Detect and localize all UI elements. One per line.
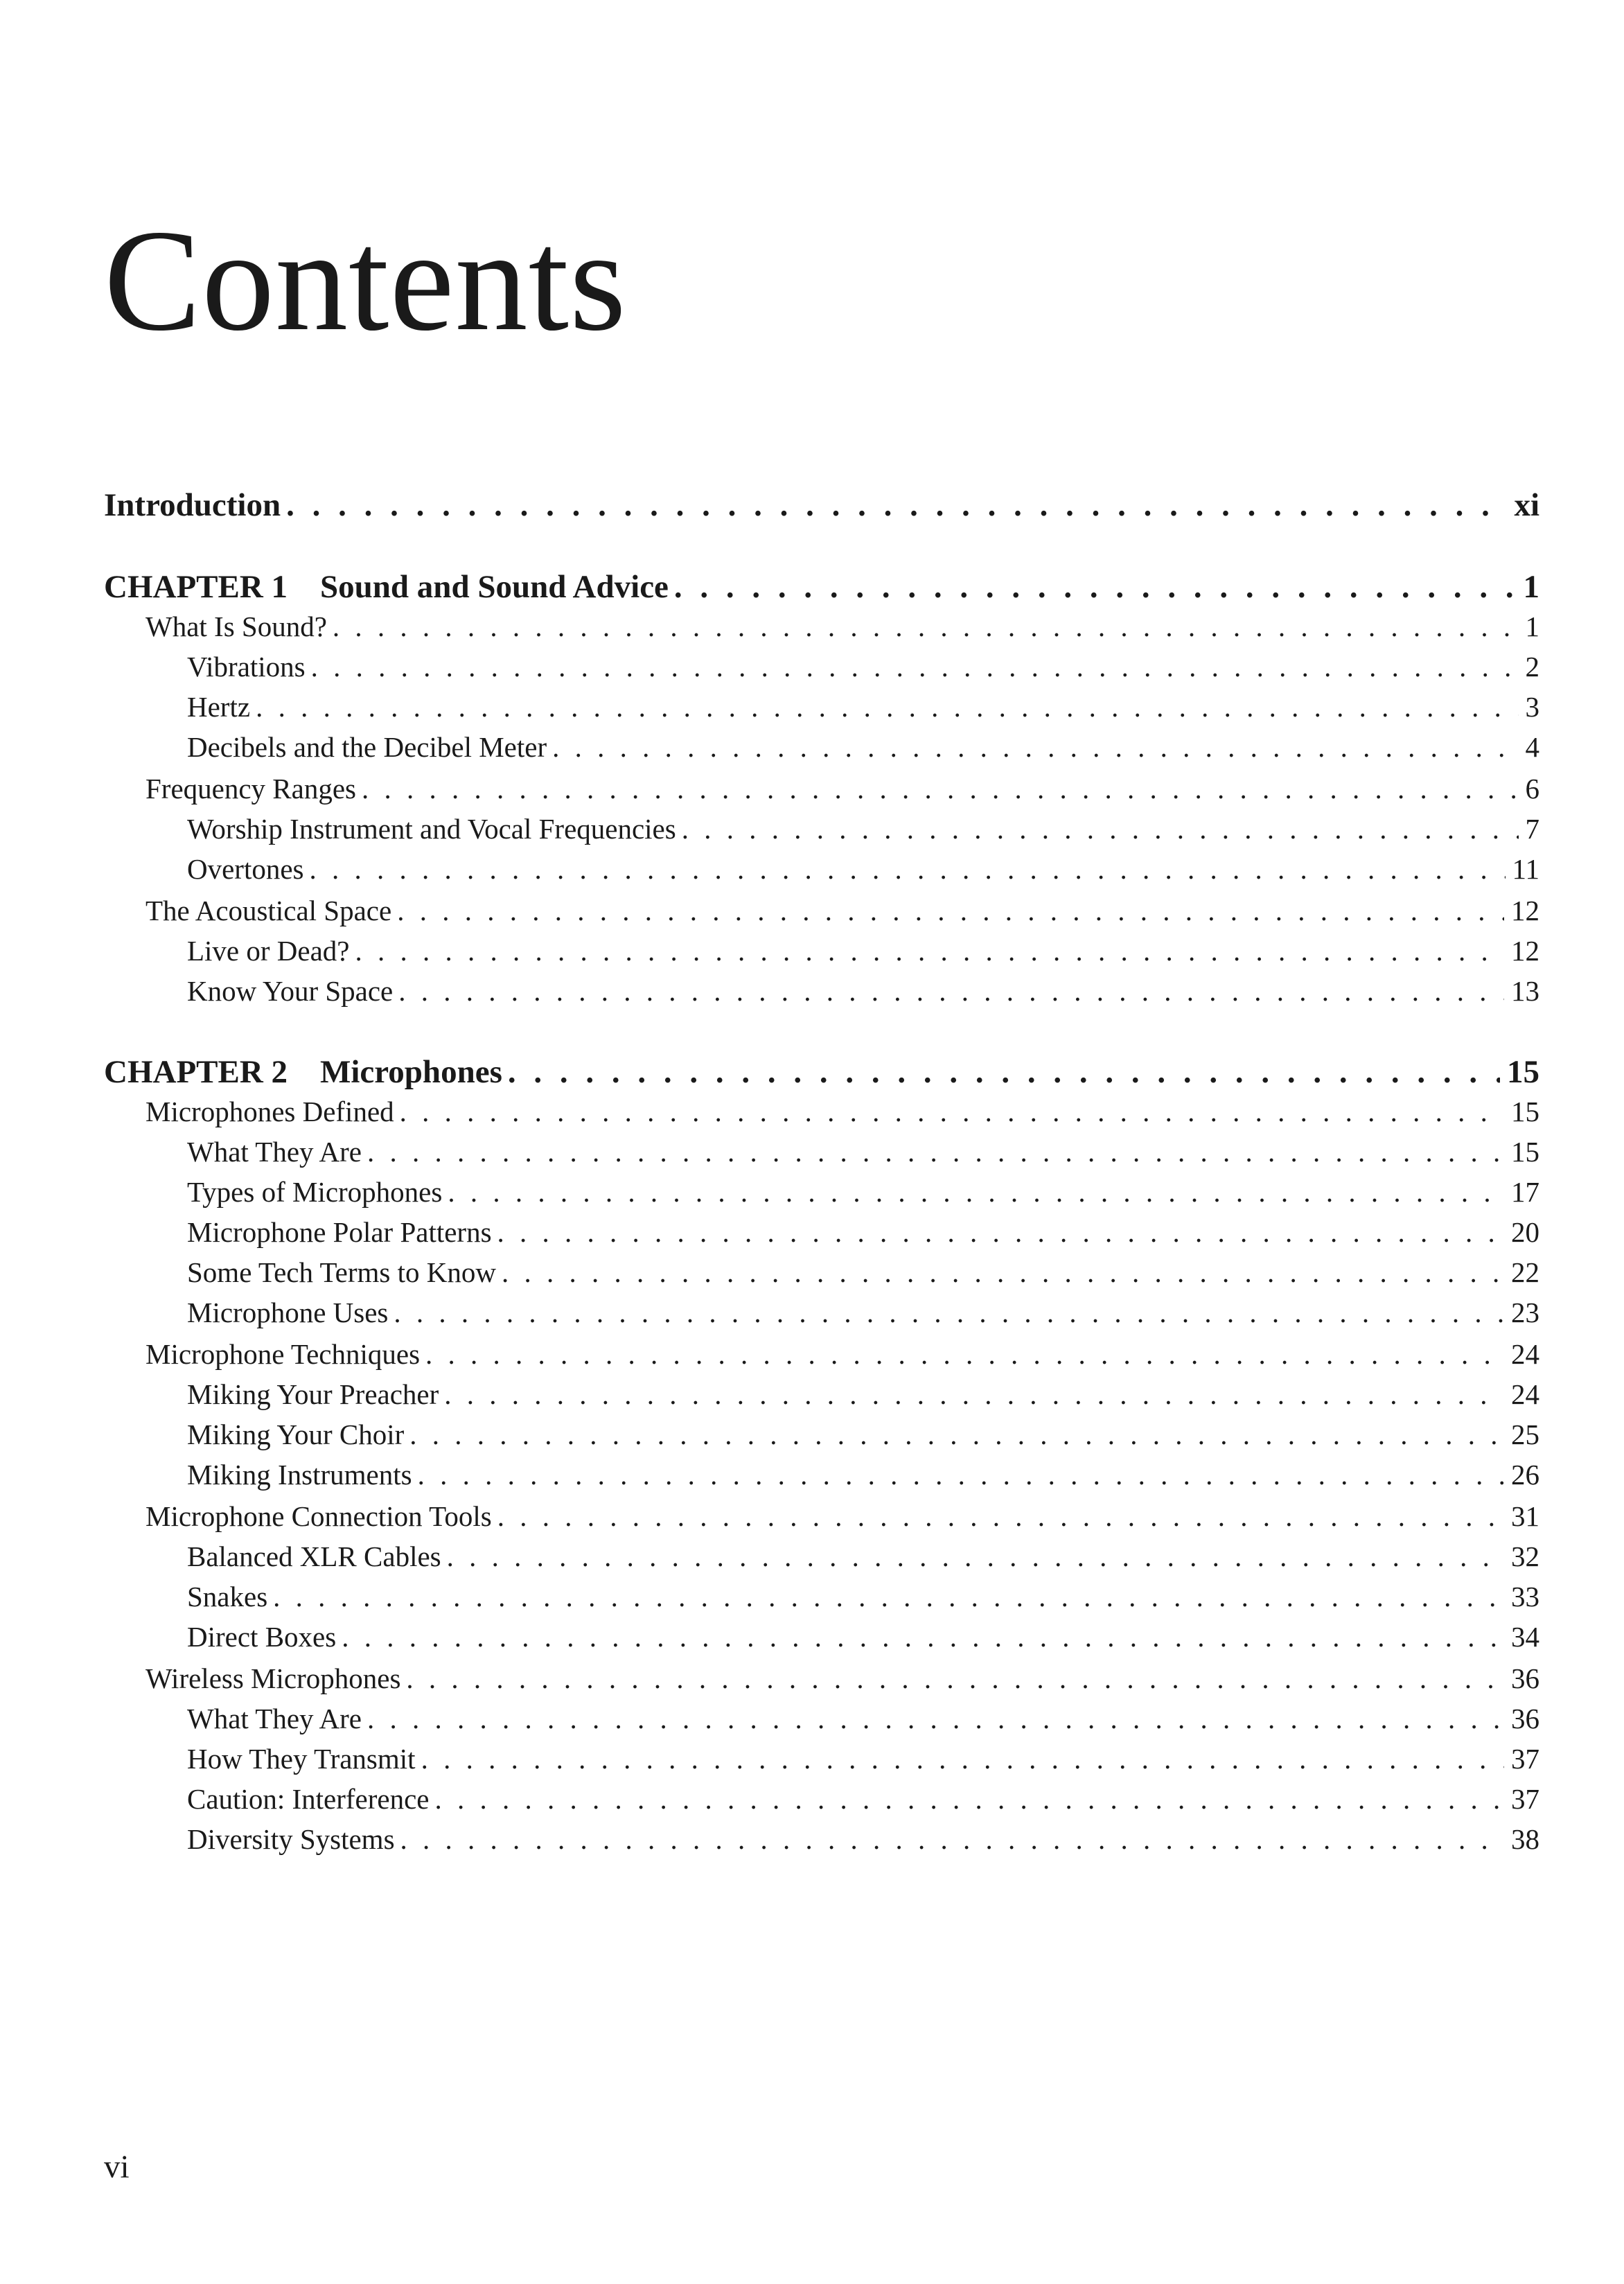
- toc-page-number: 3: [1525, 691, 1539, 723]
- toc-entry[interactable]: [104, 1538, 1539, 1574]
- toc-entry-title: The Acoustical Space: [145, 895, 392, 926]
- toc-entry-title: Caution: Interference: [187, 1783, 430, 1815]
- toc-entry-title: How They Transmit: [187, 1743, 416, 1775]
- toc-page-number: xi: [1514, 487, 1539, 523]
- dot-leader: [398, 973, 1504, 1009]
- toc-entry-title: What They Are: [187, 1136, 362, 1168]
- toc-entry-title: Worship Instrument and Vocal Frequencies: [187, 813, 676, 845]
- toc-entry-title: Wireless Microphones: [145, 1662, 401, 1694]
- toc-page-number: 24: [1511, 1338, 1539, 1370]
- toc-page-number: 24: [1511, 1378, 1539, 1410]
- dot-leader: [367, 1134, 1504, 1170]
- toc-page-number: 37: [1511, 1783, 1539, 1815]
- dot-leader: [508, 1052, 1500, 1092]
- toc-entry[interactable]: [104, 1254, 1539, 1290]
- toc-entry-title: Miking Instruments: [187, 1459, 412, 1491]
- toc-entry[interactable]: [104, 729, 1539, 765]
- toc-entry[interactable]: [104, 1376, 1539, 1412]
- toc-entry[interactable]: [104, 1134, 1539, 1170]
- toc-entry[interactable]: [104, 893, 1539, 929]
- toc-entry-title: Microphone Uses: [187, 1297, 389, 1328]
- toc-entry-label: [104, 1821, 395, 1857]
- toc-entry-label: [104, 1336, 420, 1372]
- toc-entry-label: [104, 1498, 492, 1534]
- toc-entry-label: [104, 1376, 439, 1412]
- dot-leader: [421, 1741, 1504, 1777]
- page-number: vi: [104, 2149, 130, 2185]
- dot-leader: [256, 689, 1518, 725]
- toc-entry-label: [104, 1660, 400, 1696]
- toc-entry-label: [104, 1093, 394, 1130]
- toc-page-number: 25: [1511, 1418, 1539, 1450]
- toc-entry-label: [104, 1134, 362, 1170]
- toc-entry-title: Vibrations: [187, 651, 306, 683]
- toc-entry-title: Know Your Space: [187, 975, 394, 1007]
- toc-page-number: 32: [1511, 1540, 1539, 1572]
- toc-entry[interactable]: [104, 1093, 1539, 1130]
- toc-chapter-number: CHAPTER 2: [104, 1054, 288, 1090]
- toc-page-number: 34: [1511, 1621, 1539, 1653]
- toc-entry-label: [104, 933, 350, 969]
- dot-leader: [502, 1254, 1504, 1290]
- dot-leader: [448, 1174, 1504, 1210]
- toc-entry-label: [104, 729, 547, 765]
- dot-leader: [310, 851, 1506, 887]
- dot-leader: [406, 1660, 1504, 1696]
- toc-entry[interactable]: [104, 1619, 1539, 1655]
- toc-entry-label: [104, 649, 306, 685]
- toc-page-number: 17: [1511, 1176, 1539, 1208]
- toc-entry-title: Microphone Techniques: [145, 1338, 421, 1370]
- toc-page-number: 15: [1511, 1096, 1539, 1127]
- toc-page-number: 1: [1523, 569, 1539, 605]
- dot-leader: [409, 1416, 1504, 1452]
- dot-leader: [444, 1376, 1504, 1412]
- toc-entry-label: [104, 771, 356, 807]
- toc-chapter-entry[interactable]: [104, 567, 1539, 607]
- dot-leader: [418, 1457, 1504, 1493]
- toc-entry[interactable]: [104, 649, 1539, 685]
- toc-entry-title: Microphone Connection Tools: [145, 1500, 492, 1532]
- toc-page-number: 12: [1511, 935, 1539, 967]
- toc-entry[interactable]: [104, 1294, 1539, 1330]
- toc-chapter-entry[interactable]: [104, 485, 1539, 525]
- toc-entry[interactable]: [104, 1457, 1539, 1493]
- toc-entry-title: Overtones: [187, 853, 304, 885]
- toc-entry-title: Microphones: [320, 1054, 502, 1090]
- dot-leader: [400, 1821, 1504, 1857]
- toc-entry-title: Sound and Sound Advice: [320, 569, 669, 605]
- toc-entry[interactable]: [104, 1174, 1539, 1210]
- toc-page-number: 33: [1511, 1581, 1539, 1613]
- toc-entry[interactable]: [104, 1821, 1539, 1857]
- dot-leader: [497, 1214, 1504, 1250]
- toc-entry[interactable]: [104, 608, 1539, 644]
- toc-entry[interactable]: [104, 1416, 1539, 1452]
- dot-leader: [434, 1781, 1504, 1817]
- toc-entry-title: Hertz: [187, 691, 251, 723]
- toc-entry-title: Decibels and the Decibel Meter: [187, 731, 547, 763]
- dot-leader: [497, 1498, 1504, 1534]
- toc-entry-title: Frequency Ranges: [145, 773, 356, 805]
- toc-entry[interactable]: [104, 851, 1539, 887]
- toc-entry[interactable]: [104, 811, 1539, 847]
- toc-entry-title: Direct Boxes: [187, 1621, 337, 1653]
- toc-entry-label: [104, 1741, 416, 1777]
- toc-page-number: 15: [1511, 1136, 1539, 1168]
- toc-page-number: 1: [1525, 610, 1539, 642]
- toc-entry-title: What Is Sound?: [145, 610, 327, 642]
- toc-entry-title: Miking Your Preacher: [187, 1378, 439, 1410]
- toc-entry[interactable]: [104, 1498, 1539, 1534]
- toc-entry-label: [104, 1174, 442, 1210]
- toc-entry-title: Miking Your Choir: [187, 1418, 405, 1450]
- toc-entry[interactable]: [104, 1741, 1539, 1777]
- toc-page-number: 7: [1525, 813, 1539, 845]
- toc-entry[interactable]: [104, 1336, 1539, 1372]
- toc-entry-label: [104, 1457, 412, 1493]
- dot-leader: [394, 1294, 1504, 1330]
- dot-leader: [355, 933, 1505, 969]
- page-title: Contents: [104, 200, 627, 361]
- toc-entry-label: [104, 1781, 429, 1817]
- toc-entry-title: Live or Dead?: [187, 935, 350, 967]
- toc-page-number: 36: [1511, 1703, 1539, 1734]
- dot-leader: [674, 567, 1517, 607]
- toc-entry[interactable]: [104, 1579, 1539, 1615]
- toc-entry-label: [104, 1254, 496, 1290]
- toc-entry[interactable]: [104, 1660, 1539, 1696]
- toc-entry[interactable]: [104, 1701, 1539, 1737]
- toc-entry-label: [104, 608, 327, 644]
- toc-entry-label: [104, 1619, 336, 1655]
- toc-chapter-number: CHAPTER 1: [104, 569, 288, 605]
- toc-chapter-entry[interactable]: [104, 1052, 1539, 1092]
- toc-entry[interactable]: [104, 771, 1539, 807]
- toc-page-number: 22: [1511, 1256, 1539, 1288]
- toc-entry-label: [104, 1701, 362, 1737]
- toc-entry-title: Microphone Polar Patterns: [187, 1216, 492, 1248]
- toc-page-number: 38: [1511, 1823, 1539, 1855]
- toc-page-number: 12: [1511, 895, 1539, 926]
- dot-leader: [552, 729, 1518, 765]
- toc-page-number: 31: [1511, 1500, 1539, 1532]
- dot-leader: [362, 771, 1519, 807]
- toc-entry-label: [104, 1294, 388, 1330]
- toc-entry[interactable]: [104, 689, 1539, 725]
- toc-page-number: 2: [1525, 651, 1539, 683]
- toc-entry-title: Introduction: [104, 487, 281, 523]
- dot-leader: [400, 1093, 1504, 1130]
- toc-entry[interactable]: [104, 973, 1539, 1009]
- toc-entry-title: Microphones Defined: [145, 1096, 394, 1127]
- toc-entry-title: Types of Microphones: [187, 1176, 443, 1208]
- toc-page-number: 26: [1511, 1459, 1539, 1491]
- dot-leader: [333, 608, 1519, 644]
- dot-leader: [367, 1701, 1504, 1737]
- toc-entry-label: [104, 893, 391, 929]
- toc-page-number: 23: [1511, 1297, 1539, 1328]
- toc-entry-label: [104, 1579, 267, 1615]
- dot-leader: [311, 649, 1519, 685]
- toc-page-number: 4: [1525, 731, 1539, 763]
- dot-leader: [342, 1619, 1504, 1655]
- toc-entry-label: [104, 1538, 441, 1574]
- toc-page-number: 37: [1511, 1743, 1539, 1775]
- toc-page-number: 36: [1511, 1662, 1539, 1694]
- toc-entry-label: [104, 973, 393, 1009]
- dot-leader: [425, 1336, 1504, 1372]
- dot-leader: [682, 811, 1519, 847]
- toc-entry-label: [104, 851, 304, 887]
- toc-entry-label: [104, 811, 676, 847]
- toc-entry-title: Diversity Systems: [187, 1823, 395, 1855]
- toc-entry-title: Snakes: [187, 1581, 268, 1613]
- toc-entry[interactable]: [104, 933, 1539, 969]
- toc-page-number: 6: [1525, 773, 1539, 805]
- toc-entry-title: What They Are: [187, 1703, 362, 1734]
- toc-entry-title: Balanced XLR Cables: [187, 1540, 441, 1572]
- toc-entry-title: Some Tech Terms to Know: [187, 1256, 496, 1288]
- toc-entry-label: [104, 1214, 492, 1250]
- toc-entry[interactable]: [104, 1781, 1539, 1817]
- dot-leader: [286, 485, 1507, 525]
- toc-entry-label: [104, 485, 281, 525]
- toc-page-number: 20: [1511, 1216, 1539, 1248]
- toc-entry-label: [104, 567, 669, 607]
- dot-leader: [397, 893, 1504, 929]
- toc-page-number: 11: [1512, 853, 1539, 885]
- toc-page-number: 13: [1511, 975, 1539, 1007]
- toc-entry-label: [104, 1052, 502, 1092]
- toc-entry[interactable]: [104, 1214, 1539, 1250]
- dot-leader: [273, 1579, 1504, 1615]
- toc-entry-label: [104, 1416, 404, 1452]
- dot-leader: [447, 1538, 1504, 1574]
- toc-entry-label: [104, 689, 250, 725]
- toc-page-number: 15: [1507, 1054, 1539, 1090]
